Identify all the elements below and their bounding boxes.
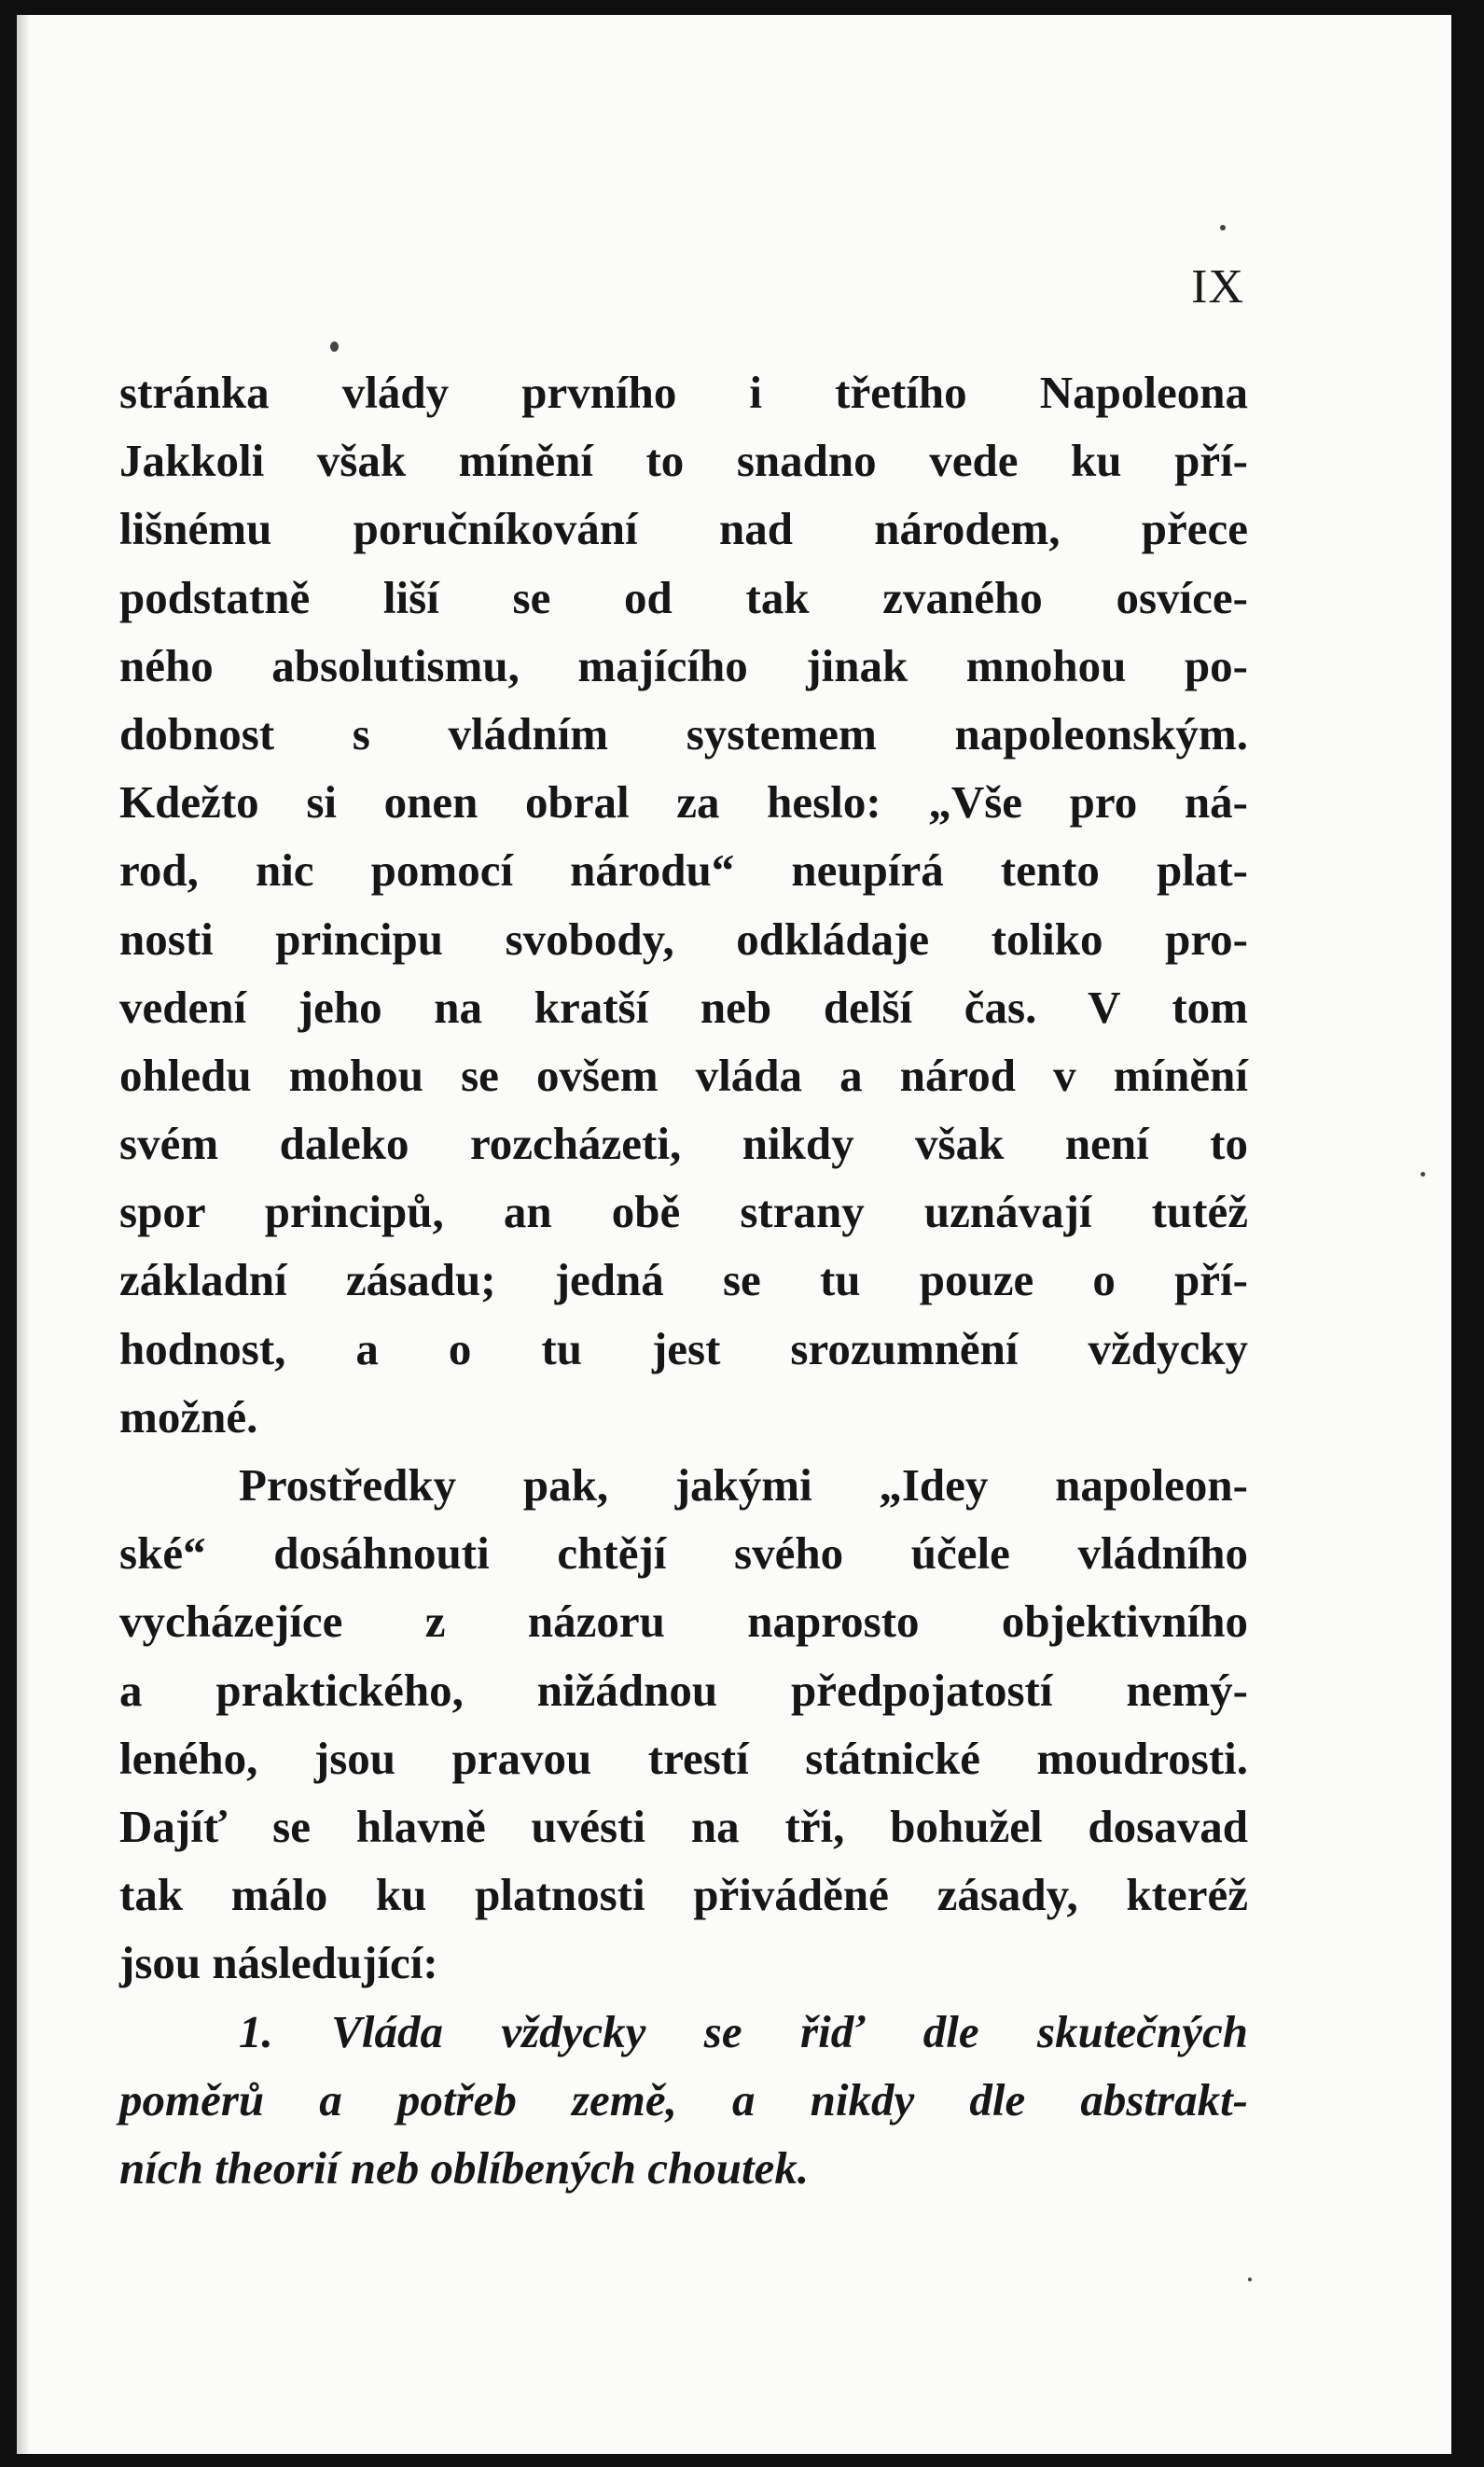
text-line: nosti principu svobody, odkládaje toliko pro- [119, 913, 1248, 965]
scan-speck [1421, 1172, 1425, 1177]
text-line: Jakkoli však mínění to snadno vede ku pří- [119, 435, 1248, 487]
text-line: rod, nic pomocí národu“ neupírá tento plat- [119, 844, 1248, 897]
text-line: lišnému poručníkování nad národem, přece [119, 503, 1248, 555]
page-number: IX [1191, 260, 1244, 314]
text-line: ohledu mohou se ovšem vláda a národ v mínění [119, 1049, 1248, 1101]
text-line: možné. [119, 1390, 258, 1443]
text-line: stránka vlády prvního i třetího Napoleona [119, 367, 1248, 418]
text-line: tak málo ku platnosti přiváděné zásady, kteréž [119, 1869, 1248, 1921]
text-line: dobnost s vládním systemem napoleonským. [119, 707, 1248, 760]
book-page [17, 15, 1451, 2454]
principle-line: 1. Vláda vždycky se řiď dle skutečných [239, 2005, 1248, 2057]
text-line: hodnost, a o tu jest srozumnění vždycky [119, 1322, 1248, 1374]
text-line: jsou následující: [119, 1937, 438, 1989]
text-line: Dajíť se hlavně uvésti na tři, bohužel dosavad [119, 1800, 1248, 1852]
text-line: a praktického, nižádnou předpojatostí nemý- [119, 1664, 1248, 1716]
text-line: leného, jsou pravou trestí státnické moudrosti. [119, 1732, 1248, 1784]
scan-speck [330, 341, 339, 352]
text-line: Prostředky pak, jakými „Idey napoleon- [239, 1459, 1248, 1511]
text-line: vycházejíce z názoru naprosto objektivního [119, 1596, 1248, 1648]
principle-line: poměrů a potřeb země, a nikdy dle abstrakt- [119, 2073, 1248, 2126]
text-line: základní zásadu; jedná se tu pouze o pří- [119, 1254, 1248, 1306]
body-text [119, 358, 1248, 2202]
text-line: svém daleko rozcházeti, nikdy však není to [119, 1118, 1248, 1170]
text-line: vedení jeho na kratší neb delší čas. V tom [119, 981, 1248, 1033]
text-line: ské“ dosáhnouti chtějí svého účele vládního [119, 1527, 1248, 1580]
text-line: podstatně liší se od tak zvaného osvíce- [119, 571, 1248, 623]
text-line: ného absolutismu, majícího jinak mnohou po- [119, 639, 1248, 691]
text-line: Kdežto si onen obral za heslo: „Vše pro ná- [119, 776, 1248, 829]
scan-speck [1220, 225, 1226, 230]
principle-line: ních theorií neb oblíbených choutek. [119, 2141, 810, 2194]
scan-speck [1248, 2278, 1252, 2281]
text-line: spor principů, an obě strany uznávají tutéž [119, 1186, 1248, 1238]
